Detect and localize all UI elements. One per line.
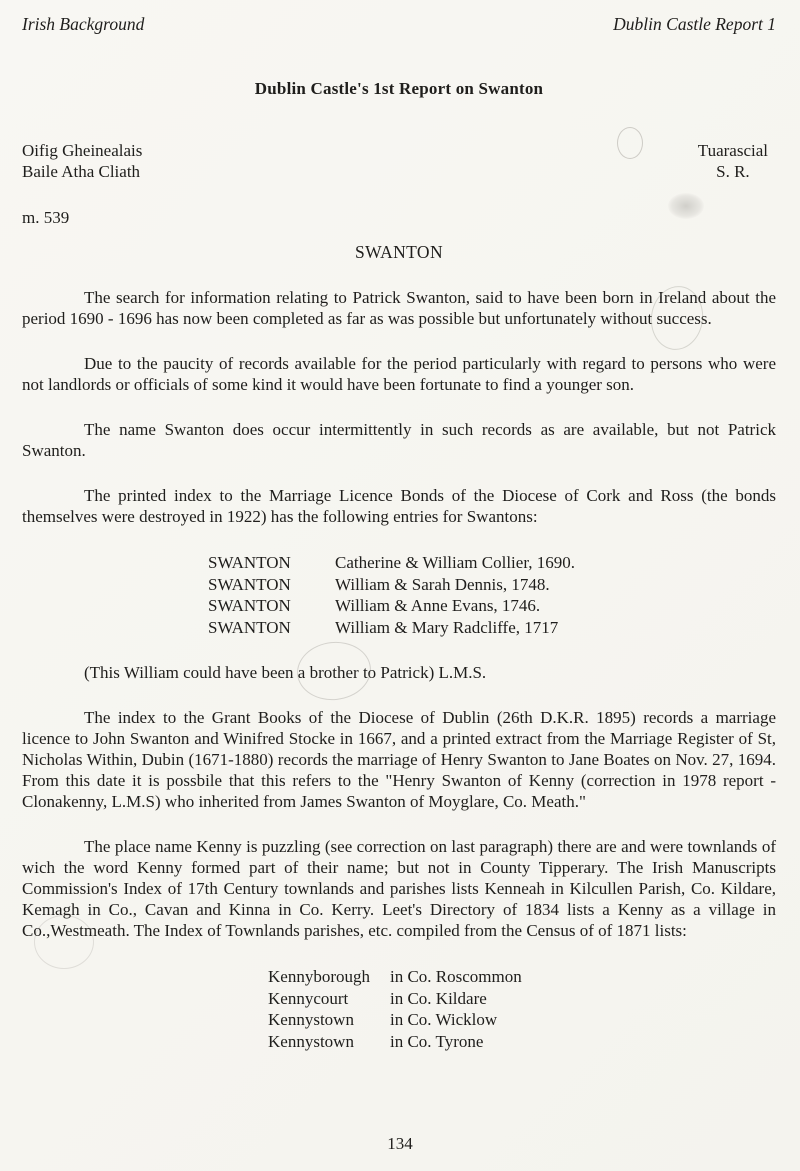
page-number: 134: [387, 1134, 413, 1153]
paragraph-marriage-licence-bonds: The printed index to the Marriage Licence Bonds of the Diocese of Cork and Ross (the bonds themselves were destroyed in 1922) has the following entries for Swantons:: [22, 486, 776, 526]
office-address-line1: Oifig Gheinealais: [22, 141, 143, 160]
marriage-detail: Catherine & William Collier, 1690.: [335, 553, 576, 572]
paragraph-paucity-of-records: Due to the paucity of records available for the period particularly with regard to persons who were not landlords or officials of some kind it would have been fortunate to find a younger son.: [22, 354, 776, 394]
paragraph-grant-books: The index to the Grant Books of the Diocese of Dublin (26th D.K.R. 1895) records a marriage licence to John Swanton and Winifred Stocke in 1667, and a printed extract from the Marriage Register of St, Nicholas Within, Dubin (1671-1880) records the marriage of Henry Swanton to Jane Boates on Nov. 27, 1694. From this date it is possbile that this refers to the "Henry Swanton of Kenny (correction in 1978 report - Clonakenny, L.M.S) who inherited from James Swanton of Moyglare, Co. Meath.": [22, 708, 776, 811]
townland-location: in Co. Kildare: [390, 988, 487, 1008]
townland-location: in Co. Tyrone: [390, 1031, 484, 1051]
marriage-detail: William & Mary Radcliffe, 1717: [335, 617, 559, 637]
report-label-line2: S. R.: [716, 162, 750, 181]
marriage-surname: SWANTON: [208, 574, 291, 594]
marriage-surname: SWANTON: [208, 596, 291, 615]
report-label: [698, 140, 768, 182]
townland-location: in Co. Roscommon: [390, 967, 522, 986]
header-right-title: Dublin Castle Report 1: [613, 14, 776, 34]
marriage-surname: SWANTON: [208, 617, 291, 637]
townland-name: Kennycourt: [268, 988, 349, 1008]
table-row: [268, 1009, 522, 1031]
marriage-detail: William & Anne Evans, 1746.: [335, 596, 541, 615]
office-address-line2: Baile Atha Cliath: [22, 162, 141, 181]
report-label-line1: Tuarascial: [697, 141, 768, 160]
william-note: (This William could have been a brother to Patrick) L.M.S.: [84, 663, 487, 682]
townland-entries-list: [268, 966, 522, 1052]
townland-name: Kennystown: [268, 1010, 354, 1029]
table-row: [268, 988, 522, 1010]
table-row: [268, 1031, 522, 1053]
table-row: [208, 552, 575, 574]
table-row: [208, 574, 575, 596]
header-left-title: Irish Background: [22, 14, 145, 34]
table-row: [208, 617, 575, 639]
running-header: [22, 14, 776, 35]
townland-location: in Co. Wicklow: [390, 1010, 498, 1029]
paragraph-kenny-placename: The place name Kenny is puzzling (see correction on last paragraph) there are and were townlands of wich the word Kenny formed part of their name; but not in County Tipperary. The Irish Manuscripts Commission's Index of 17th Century townlands and parishes lists Kenneah in Kilcullen Parish, Co. Kildare, Kemagh in Co., Cavan and Kinna in Co. Kerry. Leet's Directory of 1834 lists a Kenny as a village in Co.,Westmeath. The Index of Townlands parishes, etc. compiled from the Census of of 1871 lists:: [22, 837, 776, 940]
table-row: [208, 595, 575, 617]
townland-name: Kennyborough: [268, 967, 370, 986]
marriage-detail: William & Sarah Dennis, 1748.: [335, 574, 550, 594]
office-address: [22, 140, 142, 182]
paragraph-search-summary: The search for information relating to Patrick Swanton, said to have been born in Ireland about the period 1690 - 1696 has now been completed as far as was possible but unfortunately without success.: [22, 288, 776, 328]
reference-number: m. 539: [22, 208, 70, 227]
marriage-surname: SWANTON: [208, 553, 291, 572]
table-row: [268, 966, 522, 988]
subject-heading: SWANTON: [354, 242, 444, 262]
page-title: Dublin Castle's 1st Report on Swanton: [254, 79, 544, 98]
office-block: [22, 140, 776, 182]
townland-name: Kennystown: [268, 1031, 354, 1051]
paragraph-name-occurrence: The name Swanton does occur intermittently in such records as are available, but not Patrick Swanton.: [22, 420, 776, 460]
marriage-entries-list: [208, 552, 575, 638]
